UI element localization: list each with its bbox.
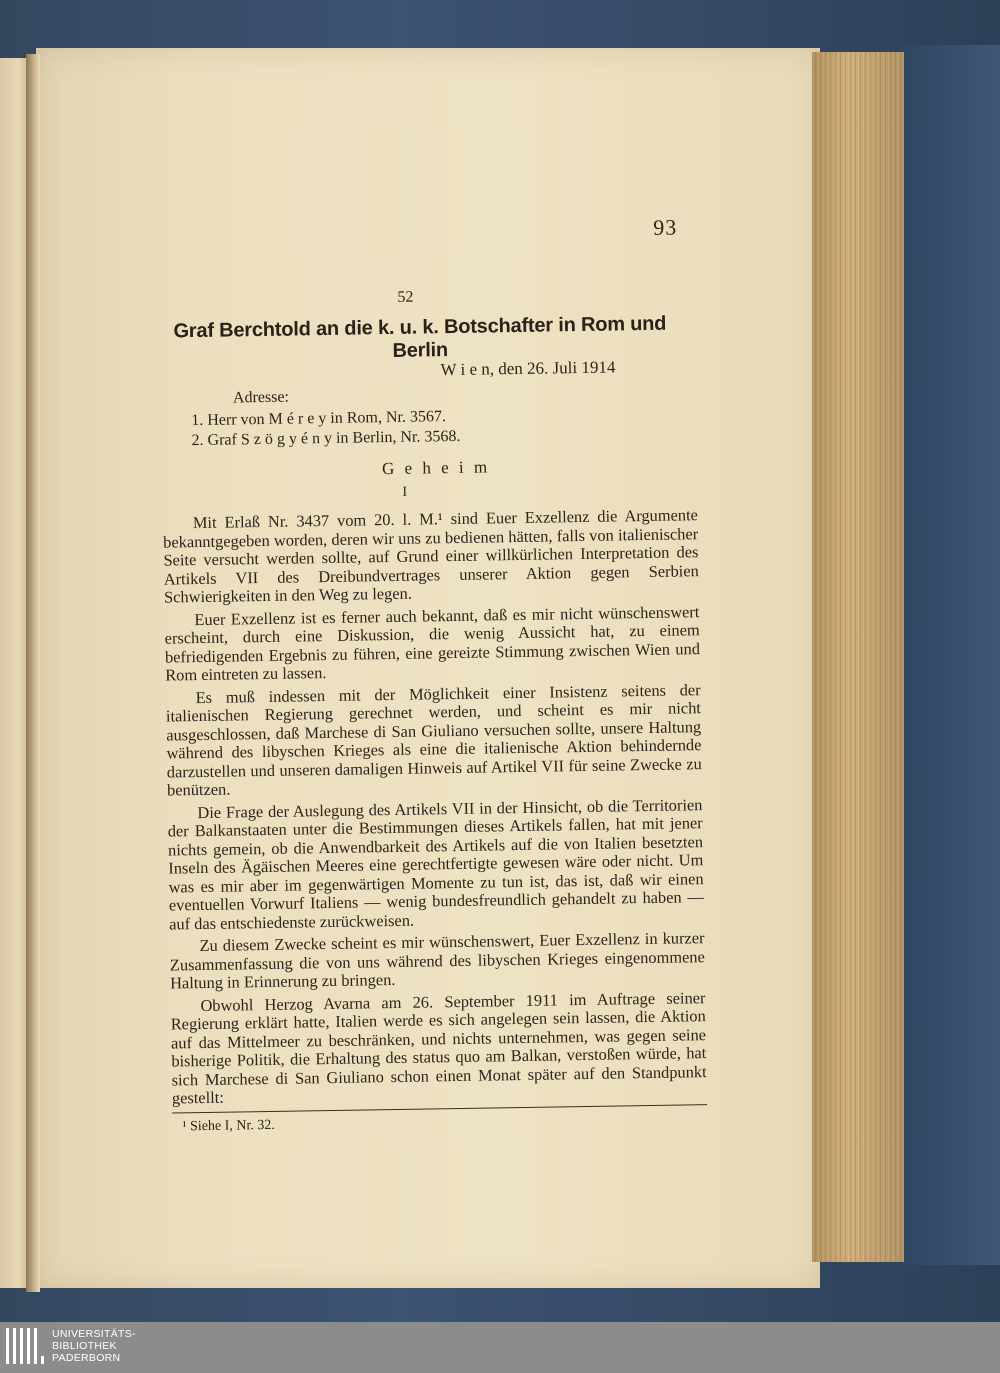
library-banner xyxy=(0,1322,1000,1373)
library-name xyxy=(52,1328,136,1364)
address-line-1: 1. Herr von M é r e y in Rom, Nr. 3567. xyxy=(191,408,447,430)
library-name-line: UNIVERSITÄTS- xyxy=(52,1328,136,1340)
book-cover-right xyxy=(900,45,1000,1265)
classification-label: G e h e i m xyxy=(381,457,491,479)
page-text-block xyxy=(148,214,707,1135)
book-gutter xyxy=(26,54,40,1292)
section-numeral: I xyxy=(402,484,408,500)
paragraph: Zu diesem Zwecke scheint es mir wünschenswert, Euer Exzellenz in kurzer Zusammenfassung die von uns während des libyschen Krieges eingenommene Haltung in Erinnerung zu bringen. xyxy=(169,928,705,993)
footnote: ¹ Siehe I, Nr. 32. xyxy=(182,1117,275,1135)
address-line-2: 2. Graf S z ö g y é n y in Berlin, Nr. 3568. xyxy=(191,427,461,450)
paragraph: Es muß indessen mit der Möglichkeit einer Insistenz seitens der italienischen Regierung gerechnet werden, und scheint es mir nicht ausgeschlossen, daß Marchese di San Giuliano versuchen sollte, unsere Haltung während des libyschen Krieges als eine die italienische Aktion behindernde darzustellen und unseren damaligen Hinweis auf Artikel VII für seine Zwecke zu benützen. xyxy=(165,679,702,800)
paragraph: Obwohl Herzog Avarna am 26. September 1911 im Auftrage seiner Regierung erklärt hatte, Italien werde es sich angelegen sein lassen, die Aktion auf das Mittelmeer zu beschränken, und nichts unternehmen, was gegen seine bisherige Politik, die Erhaltung des status quo am Balkan, verstoßen würde, hat sich Marchese di San Giuliano schon einen Monat später auf den Standpunkt gestellt: xyxy=(170,987,707,1108)
paragraph: Mit Erlaß Nr. 3437 vom 20. l. M.¹ sind Euer Exzellenz die Argumente bekanntgegeben worden, deren wir uns zu bedienen hätten, falls von italienischer Seite versucht werden sollte, auf Grund einer willkürlichen Interpretation des Artikels VII des Dreibundvertrages unserer Aktion gegen Serbien Schwierigkeiten in den Weg zu legen. xyxy=(163,505,699,607)
library-name-line: PADERBORN xyxy=(52,1352,121,1364)
library-name-line: BIBLIOTHEK xyxy=(52,1340,117,1352)
date-line: W i e n, den 26. Juli 1914 xyxy=(440,357,616,380)
page-number: 93 xyxy=(653,214,678,240)
book-page xyxy=(36,48,820,1288)
document-title: Graf Berchtold an die k. u. k. Botschafter in Rom und Berlin xyxy=(173,312,667,362)
address-label: Adresse: xyxy=(232,388,290,407)
document-number: 52 xyxy=(397,288,414,306)
body-text xyxy=(163,506,707,1112)
paragraph: Die Frage der Auslegung des Artikels VII in der Hinsicht, ob die Territorien der Balkanstaaten unter die Bestimmungen dieses Artikels fallen, hat mit jener nichts gemein, ob die Anwendbarkeit des Artikels auf die von Italien besetzten Inseln des Ägäischen Meeres eine gerechtfertigte gewesen wäre oder nicht. Um was es mir aber im gegenwärtigen Momente zu tun ist, das ist, daß wir einen eventuellen Vorwurf Italiens — wenig bundesfreundlich gehandelt zu haben — auf das entschiedenste zurückweisen. xyxy=(167,794,704,934)
paragraph: Euer Exzellenz ist es ferner auch bekannt, daß es mir nicht wünschenswert erscheint, durch eine Diskussion, die wenig Aussicht hat, zu einem befriedigenden Ergebnis zu führen, eine gereizte Stimmung zwischen Wien und Rom eintreten zu lassen. xyxy=(164,601,701,685)
page-stack-shade xyxy=(812,52,904,1262)
